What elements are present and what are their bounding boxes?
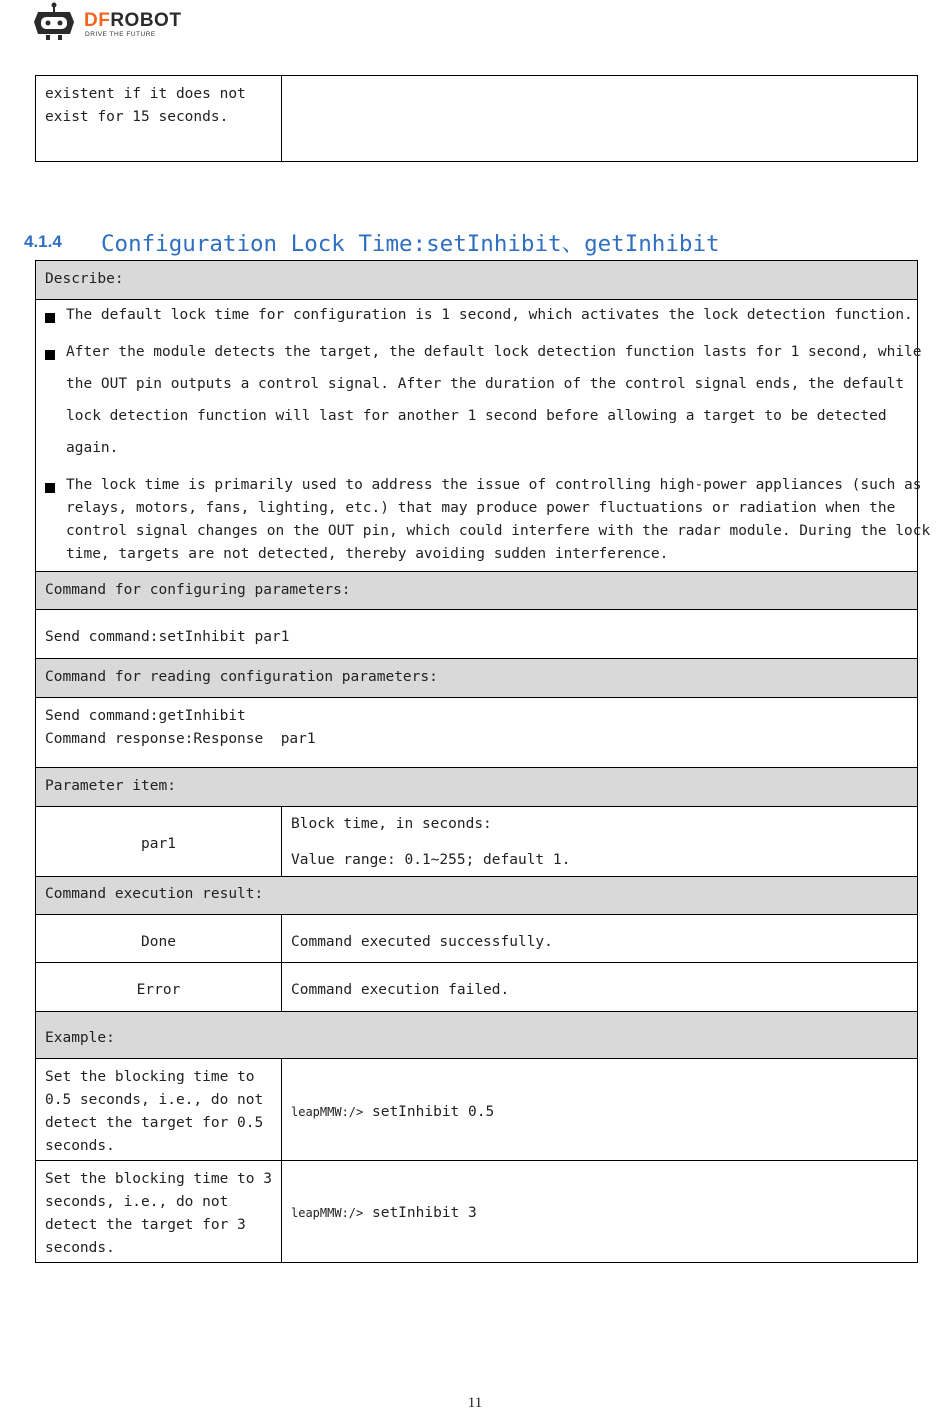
config-send-command: Send command:setInhibit par1 xyxy=(45,629,290,645)
result-label: Command execution result: xyxy=(45,886,264,902)
result-value: Command executed successfully. xyxy=(291,934,553,950)
example-command xyxy=(291,1101,494,1124)
result-value: Command execution failed. xyxy=(291,982,510,998)
bullet-icon xyxy=(45,313,55,323)
config-label: Command for configuring parameters: xyxy=(45,582,351,598)
param-range: Value range: 0.1~255; default 1. xyxy=(291,852,571,868)
read-label: Command for reading configuration parameters: xyxy=(45,669,438,685)
example-description: seconds. xyxy=(45,1240,115,1256)
bullet-text: lock detection function will last for another 1 second before allowing a target to be detected xyxy=(66,408,887,424)
bullet-text: relays, motors, fans, lighting, etc.) that may produce power fluctuations or radiation when the xyxy=(66,500,896,516)
bullet-text: control signal changes on the OUT pin, which could interfere with the radar module. During the lock xyxy=(66,523,931,539)
example-description: seconds. xyxy=(45,1138,115,1154)
example-description: 0.5 seconds, i.e., do not xyxy=(45,1092,264,1108)
prompt: leapMMW:/> xyxy=(291,1105,364,1119)
result-key: Done xyxy=(141,934,176,950)
param-label: Parameter item: xyxy=(45,778,176,794)
bullet-text: The lock time is primarily used to address the issue of controlling high-power appliances (such as xyxy=(66,477,922,493)
bullet-text: After the module detects the target, the default lock detection function lasts for 1 second, while xyxy=(66,344,922,360)
example-description: seconds, i.e., do not xyxy=(45,1194,229,1210)
logo-wordmark: DFROBOT xyxy=(84,10,182,31)
example-description: Set the blocking time to 3 xyxy=(45,1171,272,1187)
page-number: 11 xyxy=(467,1395,483,1411)
example-description: detect the target for 3 xyxy=(45,1217,246,1233)
bullet-icon xyxy=(45,350,55,360)
section-title: Configuration Lock Time:setInhibit、getInhibit xyxy=(101,231,720,257)
bullet-text: The default lock time for configuration is 1 second, which activates the lock detection function. xyxy=(66,307,913,323)
param-description: Block time, in seconds: xyxy=(291,816,492,832)
example-description: detect the target for 0.5 xyxy=(45,1115,264,1131)
bullet-icon xyxy=(45,483,55,493)
prompt: leapMMW:/> xyxy=(291,1206,364,1220)
dfrobot-logo xyxy=(32,2,207,42)
result-key: Error xyxy=(136,982,181,998)
bullet-text: again. xyxy=(66,440,119,456)
example-command xyxy=(291,1202,477,1225)
logo-tagline: DRIVE THE FUTURE xyxy=(85,31,156,38)
section-number: 4.1.4 xyxy=(24,232,62,251)
top-table-line: exist for 15 seconds. xyxy=(45,109,229,125)
read-response: Command response:Response par1 xyxy=(45,731,316,747)
describe-label: Describe: xyxy=(45,271,124,287)
param-name: par1 xyxy=(141,836,176,852)
top-table-line: existent if it does not xyxy=(45,86,246,102)
bullet-text: the OUT pin outputs a control signal. After the duration of the control signal ends, the default xyxy=(66,376,905,392)
example-description: Set the blocking time to xyxy=(45,1069,255,1085)
describe-header xyxy=(36,261,917,299)
command: setInhibit 3 xyxy=(363,1205,477,1221)
robot-logo-icon xyxy=(32,2,76,42)
example-header xyxy=(36,1012,917,1058)
bullet-text: time, targets are not detected, thereby avoiding sudden interference. xyxy=(66,546,669,562)
read-send-command: Send command:getInhibit xyxy=(45,708,246,724)
example-label: Example: xyxy=(45,1030,115,1046)
command: setInhibit 0.5 xyxy=(363,1104,495,1120)
